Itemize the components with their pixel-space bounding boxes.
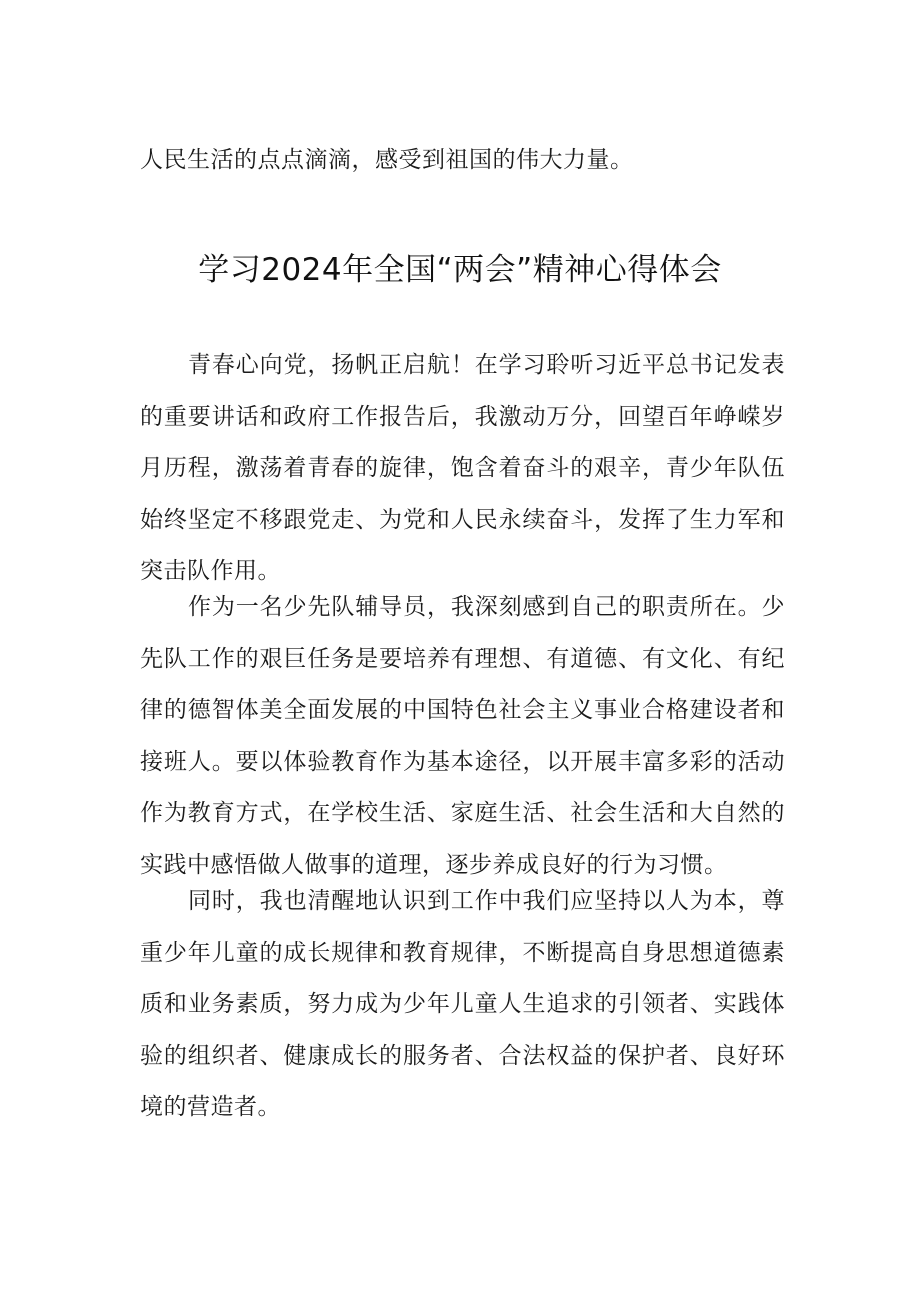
body-paragraph-1: 青春心向党，扬帆正启航！在学习聆听习近平总书记发表的重要讲话和政府工作报告后，我激动万分，回望百年峥嵘岁月历程，激荡着青春的旋律，饱含着奋斗的艰辛，青少年队伍始终坚定不移跟党走、为党和人民永续奋斗，发挥了生力军和突击队作用。 (140, 352, 785, 584)
page-title: 学习2024年全国“两会”精神心得体会 (198, 252, 722, 288)
body-paragraph-2: 作为一名少先队辅导员，我深刻感到自己的职责所在。少先队工作的艰巨任务是要培养有理想、有道德、有文化、有纪律的德智体美全面发展的中国特色社会主义事业合格建设者和接班人。要以体验教育作为基本途径，以开展丰富多彩的活动作为教育方式，在学校生活、家庭生活、社会生活和大自然的实践中感悟做人做事的道理，逐步养成良好的行为习惯。 (140, 594, 785, 878)
body-paragraph-3: 同时，我也清醒地认识到工作中我们应坚持以人为本，尊重少年儿童的成长规律和教育规律，不断提高自身思想道德素质和业务素质，努力成为少年儿童人生追求的引领者、实践体验的组织者、健康成长的服务者、合法权益的保护者、良好环境的营造者。 (140, 888, 785, 1120)
carry-over-paragraph: 人民生活的点点滴滴，感受到祖国的伟大力量。 (140, 147, 634, 173)
